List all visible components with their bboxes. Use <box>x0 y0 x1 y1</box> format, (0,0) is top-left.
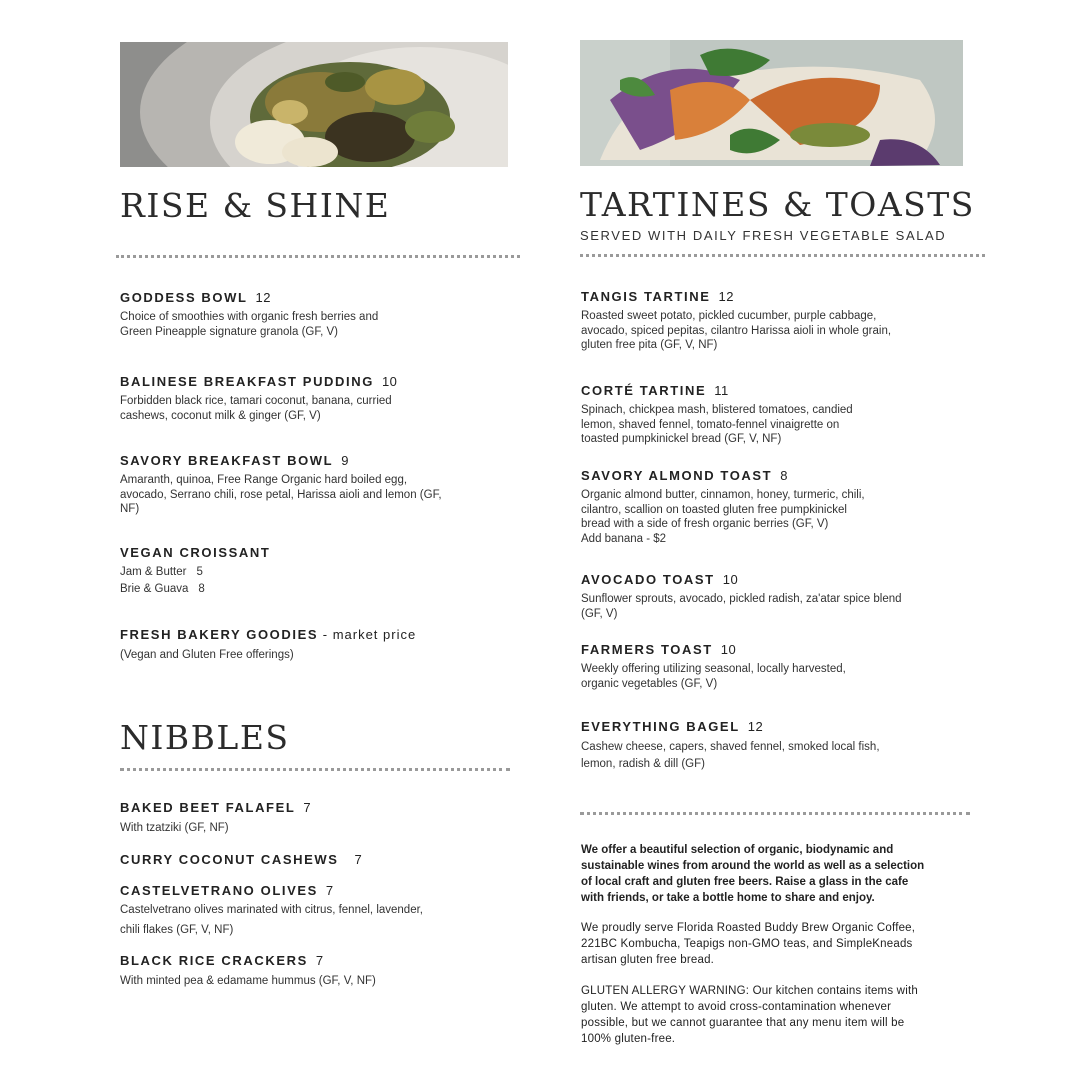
item-price: 10 <box>381 374 398 389</box>
item-name: BAKED BEET FALAFEL 7 <box>120 800 312 815</box>
option-price: 5 <box>196 566 204 578</box>
item-price: 10 <box>722 572 739 587</box>
option-price: 8 <box>198 583 206 595</box>
item-price: 7 <box>325 883 334 898</box>
menu-item-corte-tartine <box>581 383 991 447</box>
item-name: CORTÉ TARTINE 11 <box>581 383 729 398</box>
item-price: 7 <box>354 852 363 867</box>
item-name: TANGIS TARTINE 12 <box>581 289 734 304</box>
menu-item-tangis-tartine <box>581 289 991 353</box>
item-name: AVOCADO TOAST 10 <box>581 572 739 587</box>
section-title-nibbles: NIBBLES <box>120 718 290 757</box>
item-name: BALINESE BREAKFAST PUDDING 10 <box>120 374 398 389</box>
option-brie-guava: Brie & Guava 8 <box>120 583 206 595</box>
coffee-note: We proudly serve Florida Roasted Buddy Brew Organic Coffee, 221BC Kombucha, Teapigs non-GMO teas, and SimpleKneads artisan gluten free bread. <box>581 922 916 966</box>
section-subtitle: SERVED WITH DAILY FRESH VEGETABLE SALAD <box>580 228 947 243</box>
menu-item-farmers-toast <box>581 642 991 691</box>
menu-item-fresh-bakery-goodies <box>120 627 520 663</box>
item-price: 12 <box>718 289 734 304</box>
item-description: Cashew cheese, capers, shaved fennel, smoked local fish, lemon, radish & dill (GF) <box>581 741 880 770</box>
item-price: 12 <box>747 719 764 734</box>
item-name: EVERYTHING BAGEL 12 <box>581 719 764 734</box>
item-name: FRESH BAKERY GOODIES - market price <box>120 627 417 642</box>
section-title-tartines-toasts: TARTINES & TOASTS <box>580 185 975 224</box>
grain-bowl-photo <box>120 42 508 167</box>
item-name: CASTELVETRANO OLIVES 7 <box>120 883 334 898</box>
menu-item-savory-breakfast-bowl <box>120 453 520 517</box>
menu-item-everything-bagel <box>581 719 991 773</box>
wine-note: We offer a beautiful selection of organic, biodynamic and sustainable wines from around the world as well as a selection of local craft and gluten free beers. Raise a glass in the cafe with friends, or take a bottle home to share and enjoy. <box>581 844 925 904</box>
item-description: (Vegan and Gluten Free offerings) <box>120 649 294 661</box>
item-price: 10 <box>720 642 737 657</box>
item-description: Sunflower sprouts, avocado, pickled radish, za'atar spice blend (GF, V) <box>581 593 902 620</box>
item-price-text: - market price <box>318 627 417 642</box>
divider <box>120 768 510 771</box>
item-description: Choice of smoothies with organic fresh berries and Green Pineapple signature granola (GF, V) <box>120 311 379 338</box>
item-name: VEGAN CROISSANT <box>120 545 271 560</box>
section-title-rise-shine: RISE & SHINE <box>120 186 391 225</box>
item-description: Amaranth, quinoa, Free Range Organic hard boiled egg, avocado, Serrano chili, rose petal, Harissa aioli and lemon (GF, NF) <box>120 474 442 515</box>
item-price: 8 <box>780 468 788 483</box>
item-description: Roasted sweet potato, pickled cucumber, purple cabbage, avocado, spiced pepitas, cilantro Harissa aioli in whole grain, gluten free pita (GF, V, NF) <box>581 310 892 351</box>
item-description: Weekly offering utilizing seasonal, locally harvested, organic vegetables (GF, V) <box>581 663 846 690</box>
item-price: 9 <box>341 453 349 468</box>
item-description: With tzatziki (GF, NF) <box>120 822 229 834</box>
item-description: With minted pea & edamame hummus (GF, V, NF) <box>120 975 376 987</box>
item-description: Organic almond butter, cinnamon, honey, turmeric, chili, cilantro, scallion on toasted gluten free pumpkinickel bread with a side of fresh organic berries (GF, V) Add banana - $2 <box>581 489 865 545</box>
pita-sandwich-photo <box>580 40 963 166</box>
item-name: SAVORY BREAKFAST BOWL 9 <box>120 453 349 468</box>
menu-item-balinese-breakfast-pudding <box>120 374 520 423</box>
menu-item-goddess-bowl <box>120 290 520 339</box>
item-name: BLACK RICE CRACKERS 7 <box>120 953 324 968</box>
gluten-allergy-warning: GLUTEN ALLERGY WARNING: Our kitchen contains items with gluten. We attempt to avoid cross-contamination whenever possible, but we cannot guarantee that any menu item will be 100% gluten-free. <box>581 985 918 1045</box>
item-price: 7 <box>315 953 324 968</box>
menu-item-avocado-toast <box>581 572 991 621</box>
menu-item-savory-almond-toast <box>581 468 991 546</box>
item-name: SAVORY ALMOND TOAST 8 <box>581 468 788 483</box>
item-name: CURRY COCONUT CASHEWS 7 <box>120 852 363 867</box>
item-price: 12 <box>255 290 272 305</box>
option-jam-butter: Jam & Butter 5 <box>120 566 204 578</box>
item-price: 11 <box>714 383 729 398</box>
menu-item-curry-coconut-cashews <box>120 852 520 867</box>
menu-item-vegan-croissant <box>120 545 520 595</box>
menu-item-black-rice-crackers <box>120 953 520 989</box>
divider <box>580 812 970 815</box>
menu-item-castelvetrano-olives <box>120 883 520 940</box>
menu-item-baked-beet-falafel <box>120 800 520 836</box>
item-description: Forbidden black rice, tamari coconut, banana, curried cashews, coconut milk & ginger (GF, V) <box>120 395 392 422</box>
item-description: Castelvetrano olives marinated with citrus, fennel, lavender, chili flakes (GF, V, NF) <box>120 904 423 936</box>
item-description: Spinach, chickpea mash, blistered tomatoes, candied lemon, shaved fennel, tomato-fennel vinaigrette on toasted pumpkinickel bread (GF, V, NF) <box>581 404 853 445</box>
divider <box>580 254 985 257</box>
item-name: FARMERS TOAST 10 <box>581 642 737 657</box>
item-price: 7 <box>303 800 312 815</box>
item-name: GODDESS BOWL 12 <box>120 290 272 305</box>
divider <box>116 255 520 258</box>
